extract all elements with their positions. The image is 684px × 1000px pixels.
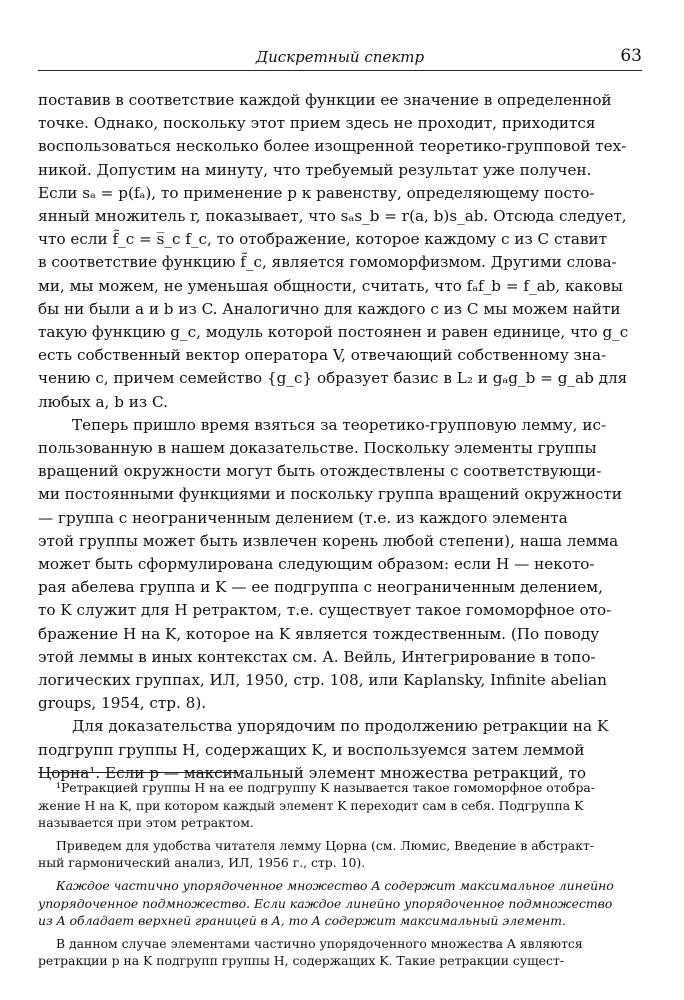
- text-line: янный множитель r, показывает, что sₐs_b = r(a, b)s_ab. Отсюда следует,: [38, 207, 627, 226]
- text-line: этой группы может быть извлечен корень любой степени), наша лемма: [38, 531, 619, 550]
- note-line: Приведем для удобства читателя лемму Цорна (см. Люмис, Введение в абстракт-: [56, 837, 594, 853]
- note-continuation: [38, 935, 642, 970]
- note-line: ¹Ретракцией группы H на ее подгруппу K называется такое гомоморфное отобра-: [56, 780, 596, 795]
- text-line: Теперь пришло время взяться за теоретико-групповую лемму, ис-: [72, 415, 607, 434]
- text-line: такую функцию g_c, модуль которой постоянен и равен единице, что g_c: [38, 323, 629, 342]
- page-number: 63: [620, 46, 642, 66]
- text-line: бражение H на K, которое на K является тождественным. (По поводу: [38, 624, 600, 643]
- text-line: точке. Однако, поскольку этот прием здесь не проходит, приходится: [38, 114, 596, 133]
- zorn-intro: [38, 837, 642, 872]
- text-line: логических группах, ИЛ, 1950, стр. 108, или Kaplansky, Infinite abelian: [38, 671, 607, 690]
- text-line: пользованную в нашем доказательстве. Поскольку элементы группы: [38, 439, 597, 458]
- page-header: [38, 44, 642, 71]
- note-line: упорядоченное подмножество. Если каждое линейно упорядоченное подмножество: [38, 895, 613, 911]
- text-line: вращений окружности могут быть отождествлены с соответствующи-: [38, 462, 602, 481]
- text-line: поставив в соответствие каждой функции ее значение в определенной: [38, 91, 612, 109]
- footnote-divider: [38, 772, 238, 773]
- text-line: любых a, b из C.: [38, 392, 168, 411]
- paragraph: [38, 414, 642, 716]
- running-title: Дискретный спектр: [255, 48, 425, 66]
- text-line: рая абелева группа и K — ее подгруппа с неограниченным делением,: [38, 578, 603, 597]
- paragraph: [38, 89, 642, 414]
- text-line: что если f̃_c = s̅_c f_c, то отображение, которое каждому c из C ставит: [38, 230, 608, 249]
- text-line: чению c, причем семейство {g_c} образует базис в L₂ и gₐg_b = g_ab для: [38, 369, 628, 388]
- text-line: то K служит для H ретрактом, т.е. существует такое гомоморфное ото-: [38, 601, 612, 620]
- zorn-lemma-statement: [38, 877, 642, 930]
- footnote-1: [38, 779, 642, 832]
- note-line: Каждое частично упорядоченное множество A содержит максимальное линейно: [56, 877, 614, 893]
- text-line: подгрупп группы H, содержащих K, и воспользуемся затем леммой: [38, 740, 585, 759]
- text-line: этой леммы в иных контекстах см. А. Вейль, Интегрирование в топо-: [38, 647, 596, 666]
- text-line: Если sₐ = p(fₐ), то применение p к равенству, определяющему посто-: [38, 183, 595, 202]
- note-line: ретракции p на K подгрупп группы H, содержащих K. Такие ретракции сущест-: [38, 953, 564, 969]
- footnotes: [38, 779, 642, 970]
- text-line: воспользоваться несколько более изощренной теоретико-групповой тех-: [38, 137, 627, 156]
- text-line: есть собственный вектор оператора V, отвечающий собственному зна-: [38, 346, 607, 365]
- note-line: жение H на K, при котором каждый элемент K переходит сам в себя. Подгруппа K: [38, 797, 584, 813]
- text-line: в соответствие функцию f̃_c, является гомоморфизмом. Другими слова-: [38, 253, 617, 272]
- text-line: никой. Допустим на минуту, что требуемый результат уже получен.: [38, 160, 592, 179]
- text-line: groups, 1954, стр. 8).: [38, 694, 207, 713]
- paragraph: [38, 715, 642, 785]
- text-line: Цорна¹. Если p — максимальный элемент множества ретракций, то: [38, 763, 586, 782]
- text-line: Для доказательства упорядочим по продолжению ретракции на K: [72, 717, 609, 736]
- text-line: ми постоянными функциями и поскольку группа вращений окружности: [38, 485, 622, 504]
- note-line: называется при этом ретрактом.: [38, 815, 254, 831]
- note-line: В данном случае элементами частично упорядоченного множества A являются: [56, 935, 583, 951]
- note-line: из A обладает верхней границей в A, то A содержит максимальный элемент.: [38, 913, 566, 929]
- main-text: [38, 89, 642, 785]
- text-line: — группа с неограниченным делением (т.е. из каждого элемента: [38, 508, 568, 527]
- text-line: бы ни были a и b из C. Аналогично для каждого c из C мы можем найти: [38, 299, 621, 318]
- text-line: ми, мы можем, не уменьшая общности, считать, что fₐf_b = f_ab, каковы: [38, 276, 623, 295]
- text-line: может быть сформулирована следующим образом: если H — некото-: [38, 555, 595, 574]
- note-line: ный гармонический анализ, ИЛ, 1956 г., стр. 10).: [38, 855, 366, 871]
